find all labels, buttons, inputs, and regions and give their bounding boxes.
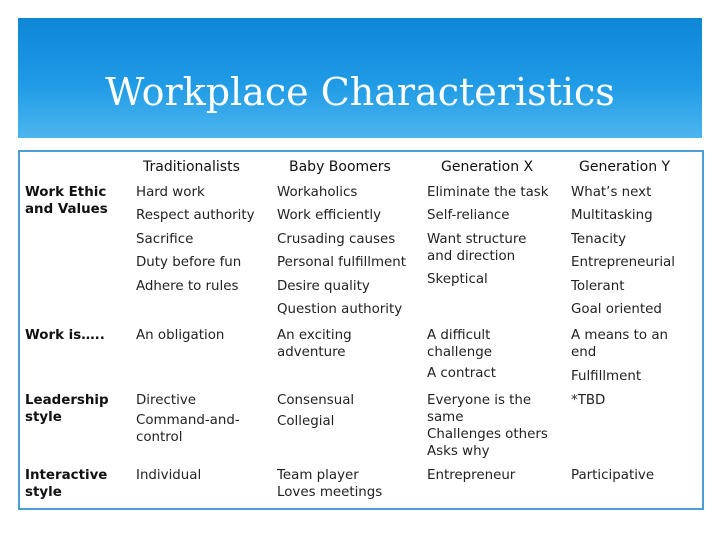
- table-cell: Loves meetings: [277, 485, 383, 500]
- row-header-work-ethic: Work Ethic and Values: [25, 185, 108, 217]
- table-cell: A difficult challenge: [427, 328, 492, 360]
- table-cell: Command-and-control: [136, 413, 240, 445]
- table-cell: Work efficiently: [277, 208, 382, 223]
- row-header-work-is: Work is…..: [25, 328, 105, 343]
- column-header-traditionalists: Traditionalists: [143, 159, 240, 175]
- table-cell: Consensual: [277, 393, 355, 408]
- table-cell: Goal oriented: [571, 302, 662, 317]
- table-cell: Respect authority: [136, 208, 255, 223]
- table-cell: Workaholics: [277, 185, 358, 200]
- table-cell: Personal fulfillment: [277, 255, 406, 270]
- table-cell: Tenacity: [571, 232, 627, 247]
- table-cell: A contract: [427, 366, 497, 381]
- table-cell: Adhere to rules: [136, 279, 239, 294]
- row-header-interactive-style: Interactive style: [25, 468, 108, 500]
- table-cell: Tolerant: [571, 279, 625, 294]
- column-header-generation-y: Generation Y: [579, 159, 671, 175]
- table-cell: Challenges others: [427, 427, 548, 442]
- table-cell: Want structure and direction: [427, 232, 527, 264]
- table-cell: Entrepreneur: [427, 468, 516, 483]
- table-cell: Fulfillment: [571, 369, 642, 384]
- table-cell: *TBD: [571, 393, 606, 408]
- table-cell: Directive: [136, 393, 196, 408]
- table-cell: Sacrifice: [136, 232, 194, 247]
- table-cell: Eliminate the task: [427, 185, 549, 200]
- table-cell: Desire quality: [277, 279, 370, 294]
- table-cell: Duty before fun: [136, 255, 242, 270]
- table-cell: Multitasking: [571, 208, 653, 223]
- slide-title: Workplace Characteristics: [105, 70, 615, 114]
- table-cell: Everyone is the same: [427, 393, 532, 425]
- table-cell: Entrepreneurial: [571, 255, 675, 270]
- table-cell: Collegial: [277, 414, 335, 429]
- table-cell: An exciting adventure: [277, 328, 352, 360]
- table-cell: Hard work: [136, 185, 205, 200]
- table-cell: Asks why: [427, 444, 490, 459]
- table-cell: Question authority: [277, 302, 403, 317]
- table-cell: A means to an end: [571, 328, 669, 360]
- table-cell: Self-reliance: [427, 208, 510, 223]
- table-cell: Crusading causes: [277, 232, 396, 247]
- column-header-baby-boomers: Baby Boomers: [289, 159, 391, 175]
- column-header-generation-x: Generation X: [441, 159, 534, 175]
- table-cell: What’s next: [571, 185, 652, 200]
- row-header-leadership-style: Leadership style: [25, 393, 109, 425]
- title-banner: [18, 18, 702, 138]
- table-cell: Skeptical: [427, 272, 488, 287]
- table-cell: An obligation: [136, 328, 225, 343]
- table-cell: Participative: [571, 468, 655, 483]
- table-cell: Individual: [136, 468, 202, 483]
- table-cell: Team player: [277, 468, 359, 483]
